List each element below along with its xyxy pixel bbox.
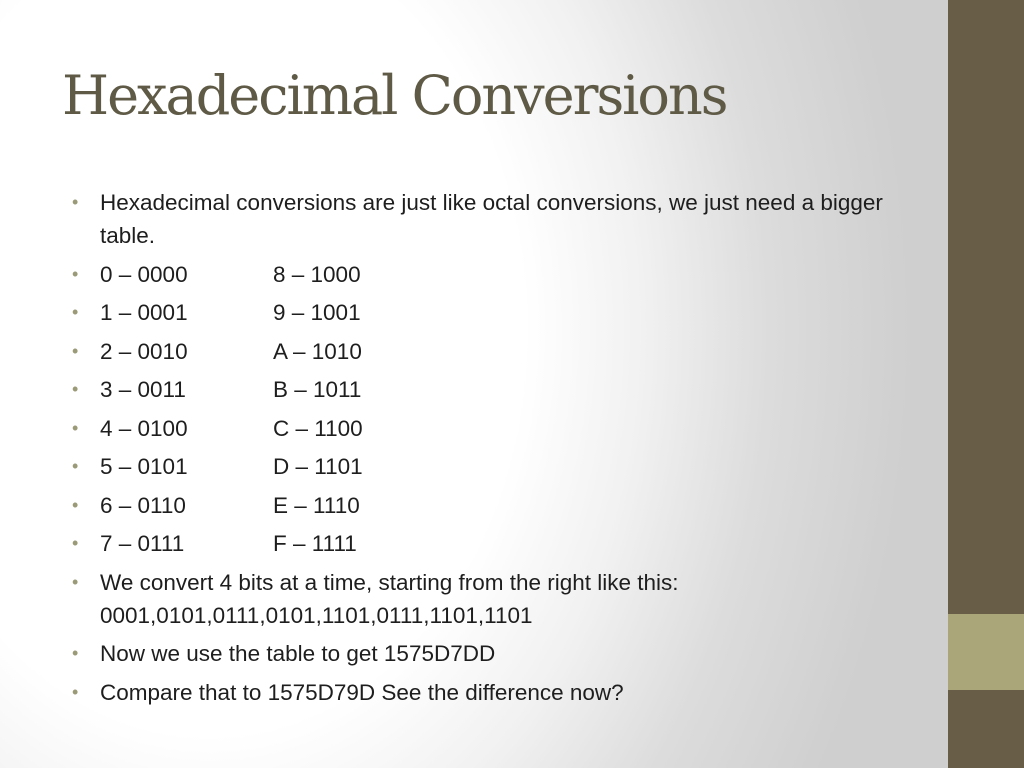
bullet-dot-icon: • — [72, 533, 79, 553]
table-left-cell: 7 – 0111 — [100, 531, 185, 556]
table-left-cell: 4 – 0100 — [100, 415, 188, 441]
table-right-cell: D – 1101 — [273, 454, 363, 479]
table-right-cell: E – 1110 — [273, 492, 360, 518]
bullet-dot-icon: • — [72, 302, 79, 322]
table-right-cell: A – 1010 — [273, 338, 362, 364]
table-left-cell: 6 – 0110 — [100, 492, 186, 518]
table-row — [72, 335, 892, 368]
bullet-list — [72, 186, 892, 714]
table-right-cell: C – 1100 — [273, 415, 363, 441]
slide-title: Hexadecimal Conversions — [62, 64, 727, 127]
bullet-dot-icon: • — [72, 379, 79, 399]
table-row — [72, 489, 892, 522]
table-right-cell: 8 – 1000 — [273, 261, 361, 287]
bullet-dot-icon: • — [72, 417, 79, 438]
table-row — [72, 373, 892, 406]
table-left-cell: 3 – 0011 — [100, 377, 186, 402]
bullet-dot-icon: • — [72, 571, 79, 592]
table-left-cell: 2 – 0010 — [100, 338, 188, 364]
bullet-dot-icon: • — [72, 263, 79, 284]
bullet-dot-icon: • — [72, 456, 79, 476]
bullet-table-result — [72, 637, 892, 670]
table-row — [72, 258, 892, 291]
table-right-cell: 9 – 1001 — [273, 300, 361, 325]
convert-bits: 0001,0101,0111,0101,1101,0111,1101,1101 — [100, 602, 533, 628]
table-right-cell: B – 1011 — [273, 377, 362, 402]
convert-text: We convert 4 bits at a time, starting from the right like this: — [100, 569, 679, 595]
table-left-cell: 0 – 0000 — [100, 261, 188, 287]
bullet-dot-icon: • — [72, 643, 79, 663]
table-left-cell: 5 – 0101 — [100, 454, 188, 479]
table-row — [72, 450, 892, 483]
table-left-cell: 1 – 0001 — [100, 300, 188, 325]
bullet-dot-icon: • — [72, 494, 79, 515]
table-row — [72, 296, 892, 329]
right-band-accent-block — [948, 614, 1024, 690]
bullet-convert — [72, 566, 892, 632]
bullet-intro — [72, 186, 892, 252]
table-result-text: Now we use the table to get 1575D7DD — [100, 641, 496, 666]
intro-text: Hexadecimal conversions are just like octal conversions, we just need a bigger table. — [100, 190, 883, 248]
table-row — [72, 412, 892, 445]
compare-text: Compare that to 1575D79D See the difference now? — [100, 679, 624, 705]
bullet-dot-icon: • — [72, 192, 79, 212]
table-right-cell: F – 1111 — [273, 531, 357, 556]
table-row — [72, 527, 892, 560]
bullet-dot-icon: • — [72, 681, 79, 702]
bullet-compare — [72, 676, 892, 709]
bullet-dot-icon: • — [72, 340, 79, 361]
